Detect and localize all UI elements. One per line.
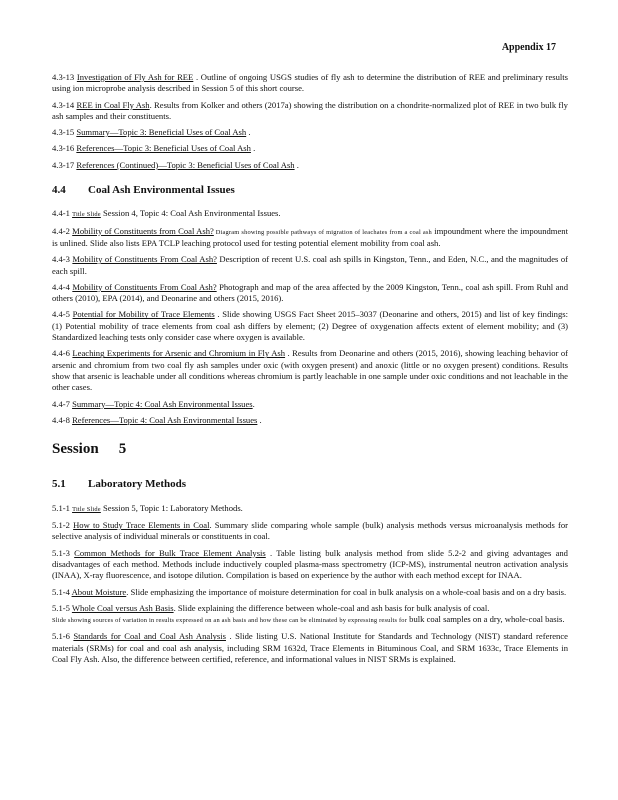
section-title: Laboratory Methods [88,478,187,491]
entry-text: . [250,143,256,154]
entry-link[interactable]: REE in Coal Fly Ash [76,99,150,110]
entry-text: . Results from Deonarine and others (2015, 2016), showing leaching behavior of arsenic and chromium from two coal fly ash samples under oxic (with oxygen present) and anoxic (little or no oxygen present) conditions. Results show that arsenic is leachable under all conditions whereas chromium is partly leachable in one sample under oxic conditions and not leachable in the other cases. [52,348,568,393]
entry-link[interactable]: References—Topic 4: Coal Ash Environmental Issues [72,414,258,425]
entry-text: Photograph and map of the area affected by the 2009 Kingston, Tenn., coal ash spill. From Ruhl and others (2010), EPA (2014), and Deonarine and others (2015, 2016). [52,281,569,304]
list-item [52,143,568,154]
list-item [52,254,568,277]
entry-link[interactable]: Whole Coal versus Ash Basis [71,602,174,613]
list-item [52,100,568,123]
entry-link[interactable]: About Moisture [71,586,127,597]
entry-link[interactable]: Title Slide [72,211,101,219]
entry-link[interactable]: Summary—Topic 3: Beneficial Uses of Coal Ash [76,127,247,138]
list-item [52,309,568,343]
session-heading [52,441,568,458]
list-item [52,415,568,426]
entry-list-5-1 [52,503,568,666]
list-item [52,348,568,393]
entry-link[interactable]: Mobility of Constituents From Coal Ash? [72,254,217,265]
entry-text: . [257,414,262,425]
entry-text: . Outline of ongoing USGS studies of fly ash to determine the distribution of REE and preliminary results using ion microprobe analysis described in Session 5 of this short course. [52,72,568,94]
entry-text: . Slide explaining the difference between whole-coal and ash basis for bulk analysis of coal. [173,602,490,613]
entry-link[interactable]: Investigation of Fly Ash for REE [76,72,194,82]
list-item [52,631,568,665]
entry-list-4-4 [52,208,568,426]
entry-link[interactable]: References (Continued)—Topic 3: Beneficial Uses of Coal Ash [76,159,295,170]
entry-number: 4.4-8 [52,414,73,425]
entry-text: . Summary slide comparing whole sample (bulk) analysis methods versus microanalysis methods for selective analysis of individual minerals or constituents in coal. [52,520,568,542]
entry-list-4-3 [52,72,568,171]
entry-link[interactable]: Potential for Mobility of Trace Elements [72,309,215,320]
entry-number: 5.1-6 [52,631,74,642]
entry-text: . Slide showing USGS Fact Sheet 2015–3037 (Deonarine and others, 2015) and list of key findings: (1) Potential mobility of trace elements from coal ash differs by element; (2) Degree of oxygenation affects extent of element mobility; and (3) Standardized leaching tests only consider case where oxygen is available. [52,309,568,343]
entry-number: 4.4-6 [52,348,73,359]
entry-fine-text: Diagram showing possible pathways of migration of leachates from a coal ash [213,228,432,236]
entry-text: Session 4, Topic 4: Coal Ash Environmental Issues. [100,208,281,219]
list-item [52,226,568,250]
entry-number: 4.4-3 [52,254,73,265]
list-item [52,282,568,305]
entry-number: 4.3-17 [52,159,77,170]
entry-number: 5.1-4 [52,586,72,597]
entry-text: . Results from Kolker and others (2017a) showing the distribution on a chondrite-normalized plot of REE in two bulk fly ash samples and their constituents. [52,99,568,121]
entry-text: . [294,159,299,170]
section-title: Coal Ash Environmental Issues [88,184,235,197]
appendix-header: Appendix 17 [501,42,556,53]
entry-number: 5.1-2 [52,520,74,531]
section-number: 5.1 [52,478,66,491]
list-item [52,603,568,627]
entry-text: . [246,127,251,138]
entry-number: 4.3-15 [52,127,77,138]
list-item [52,399,568,410]
entry-link[interactable]: Mobility of Constituents From Coal Ash? [72,281,217,292]
entry-text-continued: bulk coal samples on a dry, whole-coal basis. [407,614,565,625]
section-heading-4-4 [52,185,568,196]
entry-number: 5.1-3 [52,547,75,558]
entry-number: 4.4-1 [52,208,73,219]
entry-link[interactable]: Title Slide [72,505,101,513]
entry-text: . Table listing bulk analysis method from slide 5.2-2 and giving advantages and disadvantages of each method. Methods include inductively coupled plasma-mass spectrometry (ICP-MS), instrumental neutron activation analysis (INAA), X-ray fluorescence, and isotope dilution. Compilation is based on experience by the author with each method except for INAA. [52,547,568,581]
entry-number: 4.4-4 [52,281,73,292]
list-item [52,587,568,598]
entry-link[interactable]: References—Topic 3: Beneficial Uses of Coal Ash [76,143,251,154]
list-item [52,208,568,220]
entry-number: 4.4-5 [52,309,73,320]
entry-text: . Slide listing U.S. National Institute for Standards and Technology (NIST) standard reference materials (SRMs) for coal and coal ash analysis, including SRM 1632d, Trace Elements in Bituminous Coal, and SRM 1633c, Trace Elements in Coal Fly Ash. Also, the difference between certified, reference, and informational values in NIST SRMs is explained. [52,631,568,664]
entry-text: . [252,398,255,409]
entry-link[interactable]: Mobility of Constituents from Coal Ash? [72,225,214,236]
section-number: 4.4 [52,184,66,197]
entry-number: 4.4-2 [52,225,73,236]
entry-link[interactable]: Common Methods for Bulk Trace Element Analysis [74,547,266,558]
entry-text: . Slide emphasizing the importance of moisture determination for coal in bulk analysis on a whole-coal basis and on a dry basis. [126,586,567,597]
entry-link[interactable]: Leaching Experiments for Arsenic and Chromium in Fly Ash [72,348,286,359]
entry-number: 4.3-13 [52,72,77,82]
list-item [52,72,568,95]
entry-number: 5.1-5 [52,602,72,613]
list-item [52,127,568,138]
entry-text: Description of recent U.S. coal ash spills in Kingston, Tenn., and Eden, N.C., and the magnitudes of each spill. [52,254,569,276]
entry-link[interactable]: Summary—Topic 4: Coal Ash Environmental Issues [72,398,253,409]
entry-number: 4.3-16 [52,143,77,154]
list-item [52,503,568,515]
section-heading-5-1 [52,479,568,490]
entry-number: 4.3-14 [52,99,77,110]
list-item [52,548,568,582]
entry-number: 4.4-7 [52,398,73,409]
session-label: Session [52,441,99,458]
list-item [52,520,568,543]
list-item [52,160,568,171]
entry-text: Session 5, Topic 1: Laboratory Methods. [100,502,243,513]
content [52,72,568,670]
entry-text: impoundment where the impoundment is unlined. Slide also lists EPA TCLP leaching protocol used for testing potential element mobility from coal ash. [52,225,568,248]
entry-link[interactable]: Standards for Coal and Coal Ash Analysis [73,631,226,642]
entry-link[interactable]: How to Study Trace Elements in Coal [73,520,210,531]
session-number: 5 [118,441,127,458]
entry-number: 5.1-1 [52,502,73,513]
entry-fine-text: Slide showing sources of variation in results expressed on an ash basis and how these can be eliminated by expressing results for [52,617,408,625]
